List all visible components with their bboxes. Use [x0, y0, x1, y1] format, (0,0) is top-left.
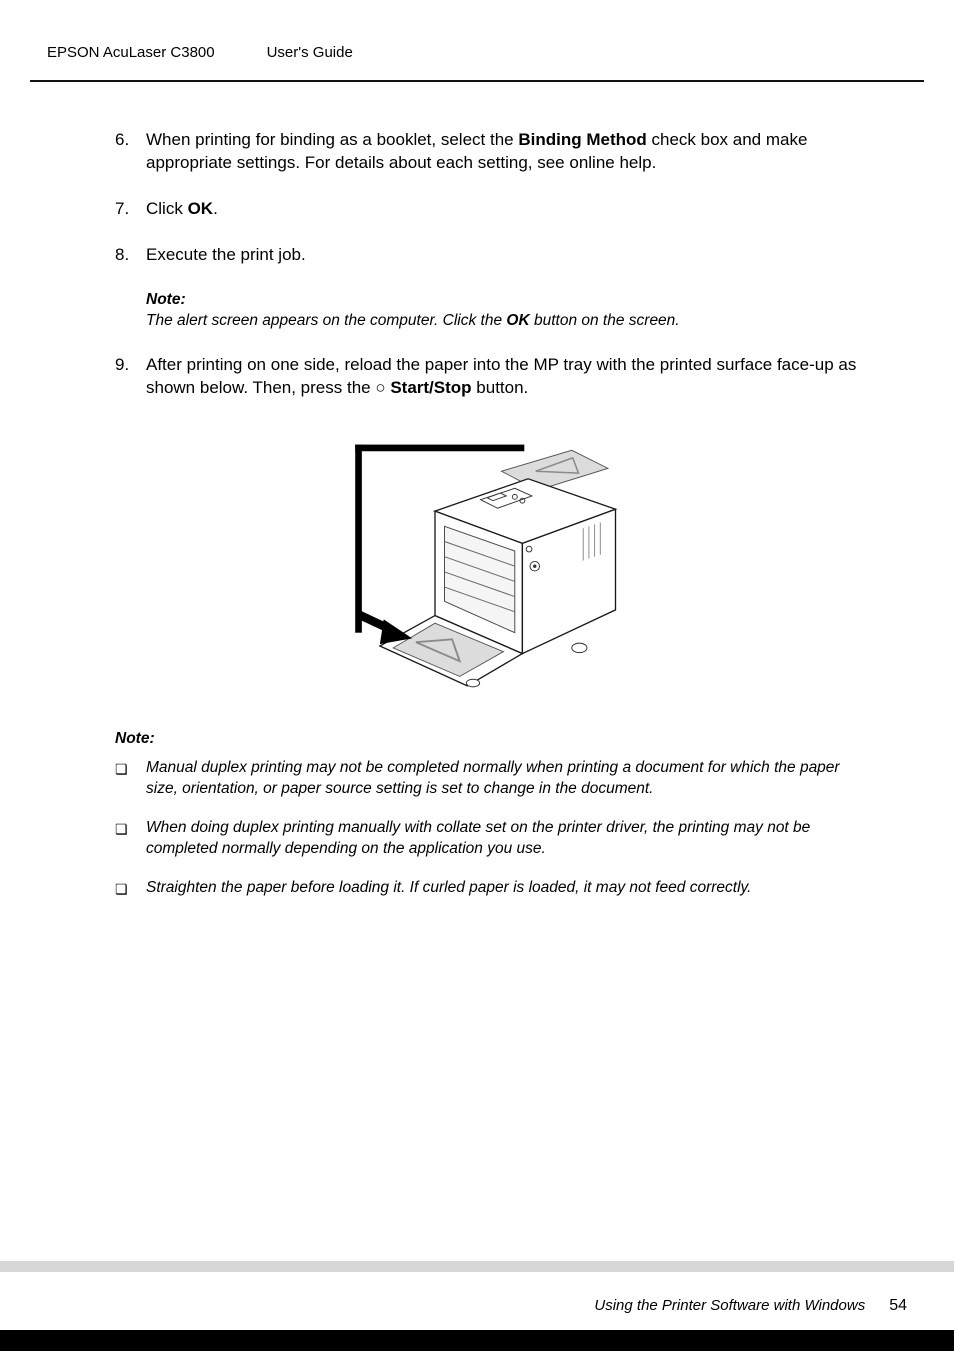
- note-label: Note:: [115, 730, 155, 747]
- step-text: [146, 128, 861, 174]
- step-text-post: button.: [471, 378, 529, 397]
- footer-rule: [0, 1261, 954, 1272]
- footer-section-title: Using the Printer Software with Windows: [594, 1297, 866, 1314]
- step-text-pre: Execute the print job.: [146, 245, 306, 264]
- bottom-bar: [0, 1330, 954, 1351]
- step-text-pre: When printing for binding as a booklet, select the: [146, 130, 519, 149]
- header-rule: [30, 80, 924, 82]
- step-text: [146, 353, 861, 399]
- step-9: [115, 353, 875, 399]
- step-number: 8.: [115, 245, 130, 264]
- step-number: 6.: [115, 130, 130, 149]
- bullet-icon: ❏: [115, 821, 128, 837]
- note-item-text: Manual duplex printing may not be completed normally when printing a document for which the paper size, orientation, or paper source setting is set to change in the document.: [146, 759, 840, 797]
- header-doc-title: User's Guide: [266, 44, 353, 61]
- bullet-icon: ❏: [115, 761, 128, 777]
- printer-illustration: [340, 437, 644, 708]
- step-text-bold: Binding Method: [518, 130, 647, 149]
- note-item-text: Straighten the paper before loading it. If curled paper is loaded, it may not feed correctly.: [146, 879, 752, 896]
- step-7: [115, 197, 875, 220]
- inline-note: [146, 289, 846, 331]
- note-text: [146, 310, 846, 331]
- step-8: [115, 243, 875, 266]
- note-text-pre: The alert screen appears on the computer. Click the: [146, 312, 507, 329]
- note-text-post: button on the screen.: [529, 312, 680, 329]
- bullet-icon: ❏: [115, 881, 128, 897]
- step-text-bold: OK: [187, 199, 214, 218]
- header-product-title: EPSON AcuLaser C3800: [47, 44, 215, 61]
- step-text-bold: Start/Stop: [390, 378, 472, 397]
- note-item: [115, 817, 875, 859]
- page-footer: [594, 1297, 907, 1315]
- step-text-post: .: [213, 199, 218, 218]
- note-item-text: When doing duplex printing manually with collate set on the printer driver, the printing may not be completed normally depending on the application you use.: [146, 819, 811, 857]
- note-item: [115, 877, 875, 900]
- step-text-pre: Click: [146, 199, 188, 218]
- note-text-bold: OK: [506, 312, 530, 329]
- step-number: 9.: [115, 355, 130, 374]
- insert-arrow-icon: [357, 614, 412, 644]
- step-number: 7.: [115, 199, 130, 218]
- step-6: [115, 128, 875, 174]
- step-text-pre: After printing on one side, reload the paper into the MP tray with the printed surface face-up as shown below. Then, press the ○: [146, 355, 857, 397]
- step-text-post: check box and make appropriate settings. For details about each setting, see online help.: [146, 130, 808, 172]
- printer-figure-svg: [340, 437, 644, 703]
- step-text: [146, 197, 861, 220]
- page-content: [115, 128, 875, 918]
- note-label: Note:: [146, 291, 186, 308]
- step-text: [146, 243, 861, 266]
- notes-section: [115, 728, 875, 900]
- page-header: [47, 44, 353, 61]
- page-number: 54: [889, 1297, 907, 1314]
- note-item: [115, 757, 875, 799]
